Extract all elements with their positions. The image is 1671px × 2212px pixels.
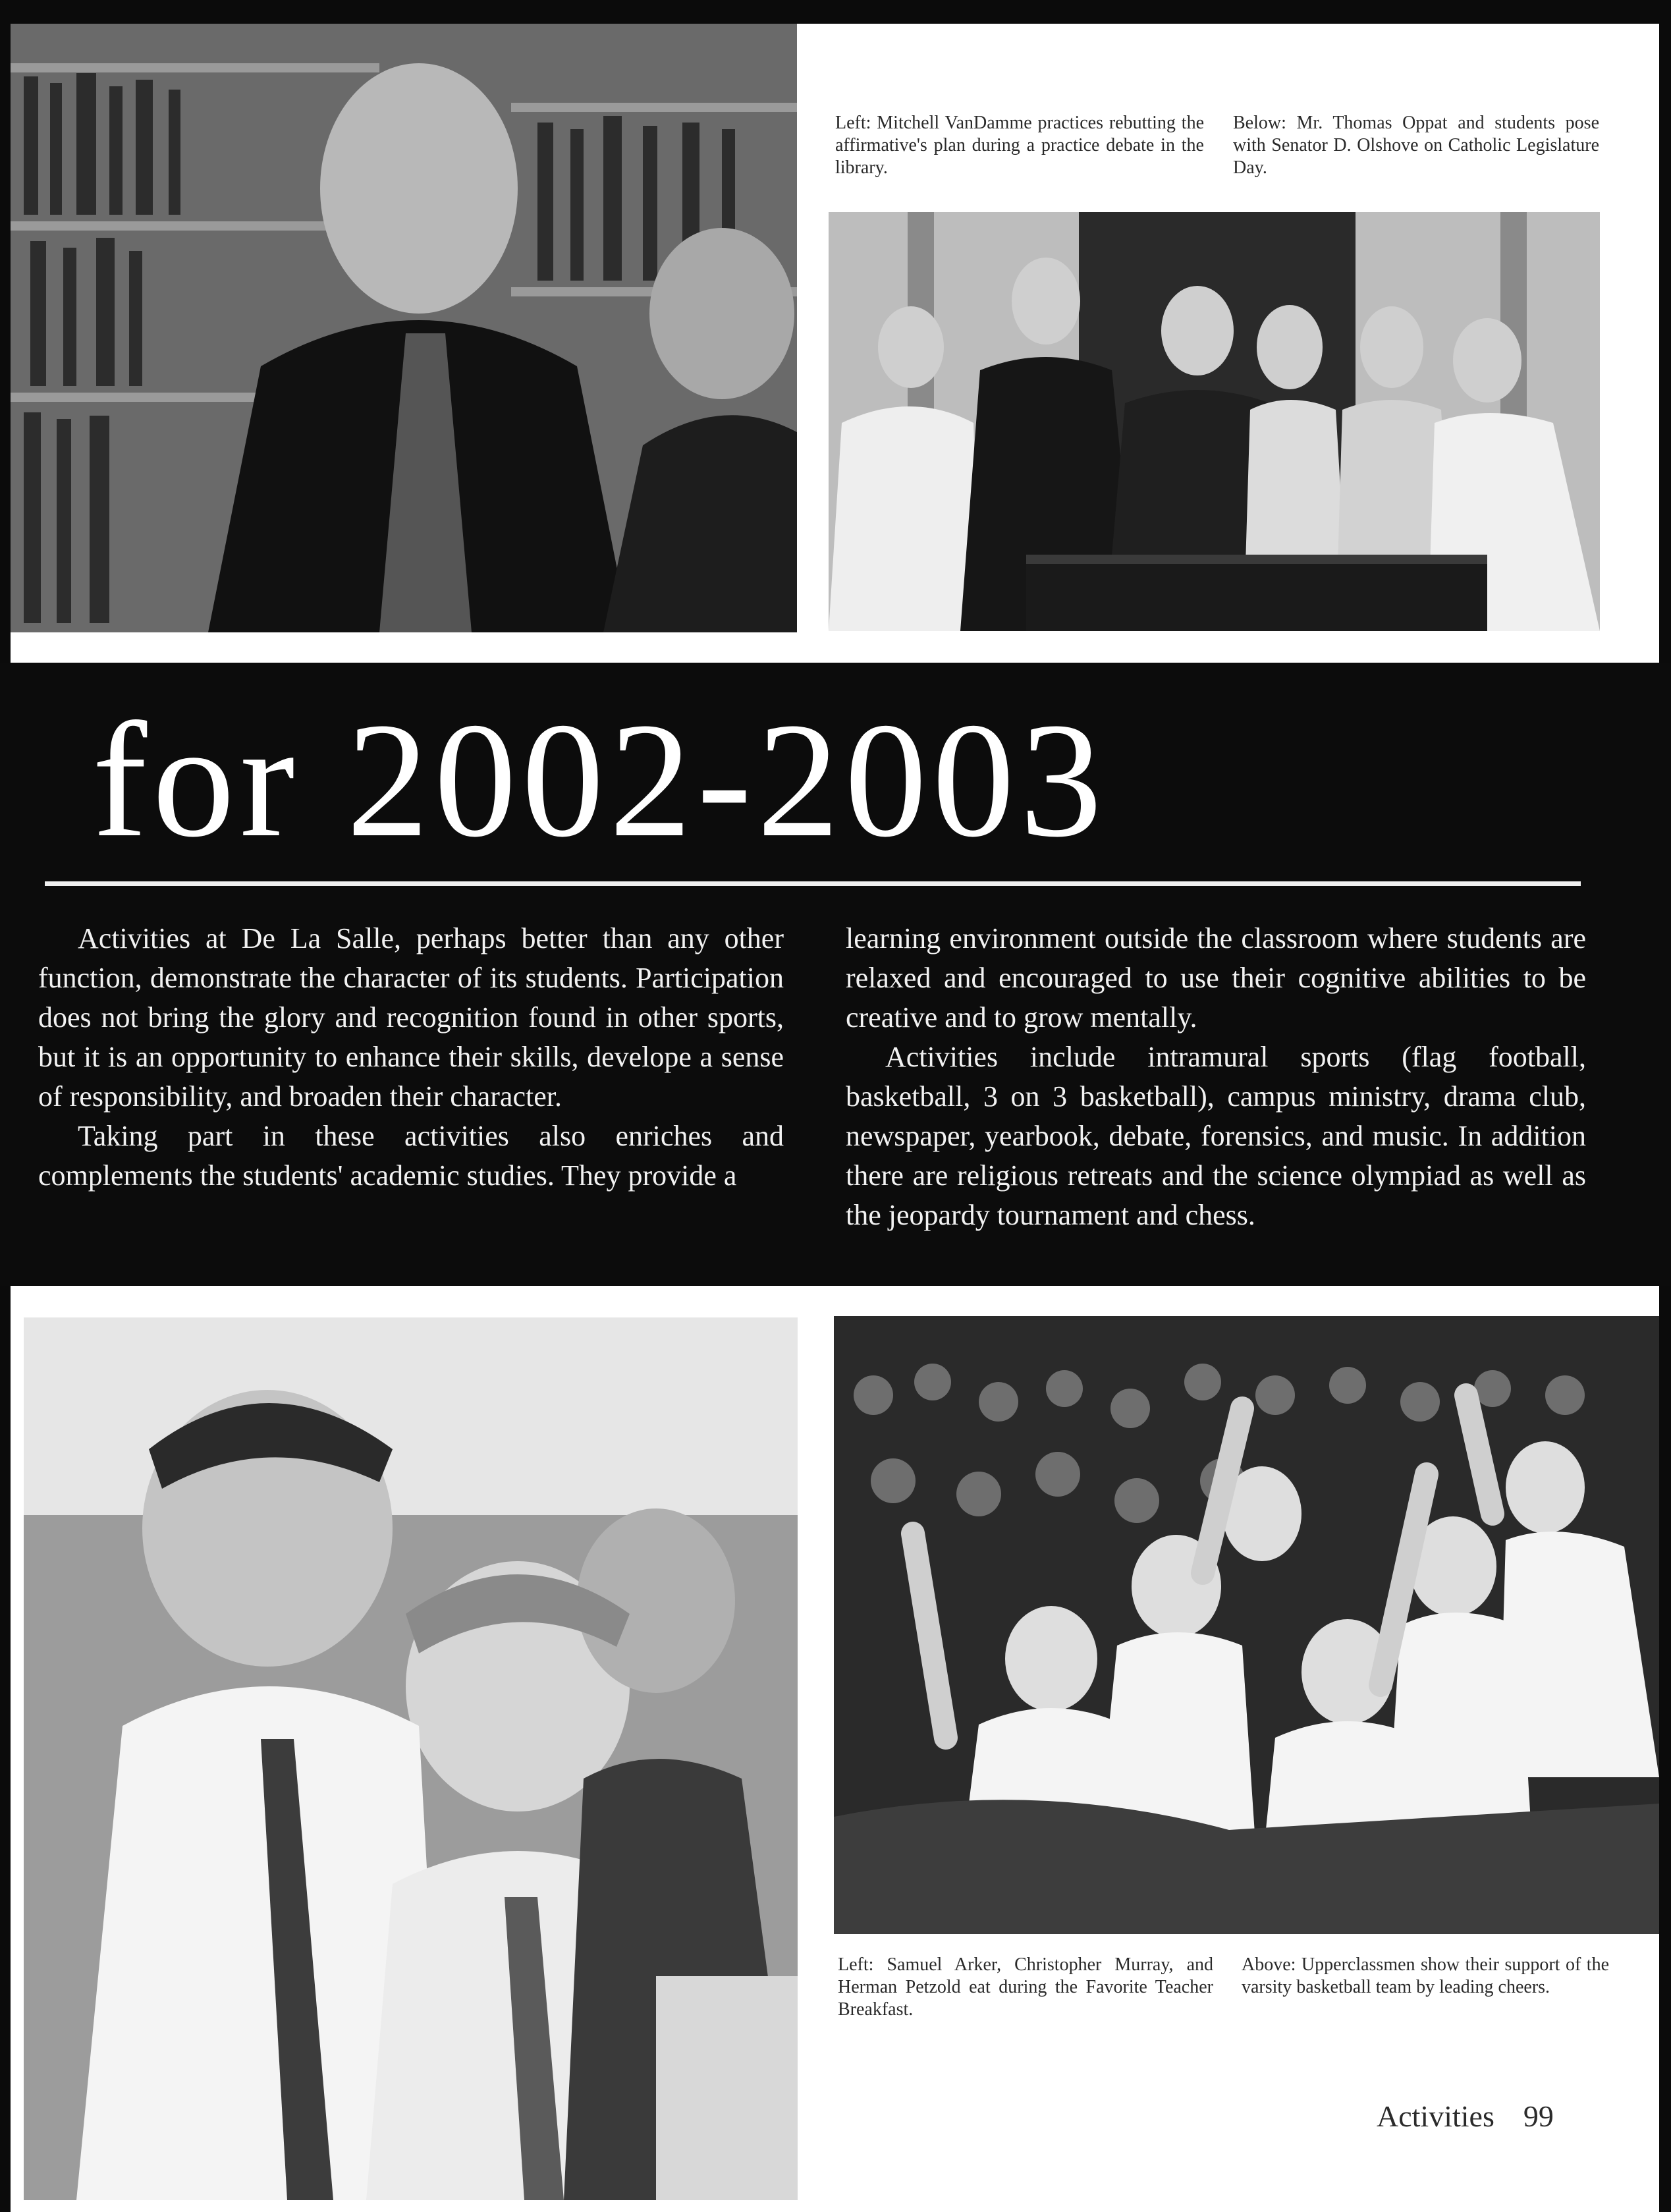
body-paragraph: Activities include intramural sports (flag football, basketball, 3 on 3 basketball), campus ministry, drama club, newspaper, yearbook, debate, forensics, and music. In addition there are religious retreats and the science olympiad as well as the jeopardy tournament and chess. bbox=[846, 1041, 1586, 1231]
photo-basketball-cheers bbox=[834, 1316, 1659, 1934]
page-folio bbox=[1377, 2099, 1554, 2134]
body-paragraph: Taking part in these activities also enriches and complements the students' academic studies. They provide a bbox=[38, 1120, 784, 1192]
folio-section-label: Activities bbox=[1377, 2099, 1494, 2133]
photo-catholic-legislature-day bbox=[829, 212, 1600, 631]
photo-debate-practice-image bbox=[11, 24, 797, 632]
body-text-left-column bbox=[38, 919, 784, 1196]
title-divider-rule bbox=[45, 881, 1581, 886]
photo-favorite-teacher-breakfast-image bbox=[24, 1317, 798, 2200]
body-paragraph: Activities at De La Salle, perhaps better than any other function, demonstrate the character of its students. Participation does not bring the glory and recognition found in other sports, but it is an opportunity to enhance their skills, develope a sense of responsibility, and broaden their character. bbox=[38, 922, 784, 1113]
body-paragraph-continued: learning environment outside the classroom where students are relaxed and encouraged to use their cognitive abilities to be creative and to grow mentally. bbox=[846, 922, 1586, 1034]
scan-edge-top bbox=[0, 0, 1671, 24]
photo-debate-practice bbox=[11, 24, 797, 632]
photo-catholic-legislature-day-image bbox=[829, 212, 1600, 631]
page-title: for 2002-2003 bbox=[92, 689, 1108, 871]
caption-cheers-photo: Above: Upperclassmen show their support of the varsity basketball team by leading cheers. bbox=[1242, 1954, 1609, 1997]
photo-basketball-cheers-image bbox=[834, 1316, 1659, 1934]
body-text-right-column bbox=[846, 919, 1586, 1235]
caption-senator-photo: Below: Mr. Thomas Oppat and students pose with Senator D. Olshove on Catholic Legislature Day. bbox=[1233, 113, 1599, 178]
caption-breakfast-photo: Left: Samuel Arker, Christopher Murray, and Herman Petzold eat during the Favorite Teacher Breakfast. bbox=[838, 1954, 1213, 2020]
page-number: 99 bbox=[1523, 2099, 1554, 2133]
caption-debate-photo: Left: Mitchell VanDamme practices rebutting the affirmative's plan during a practice debate in the library. bbox=[835, 113, 1204, 178]
photo-favorite-teacher-breakfast bbox=[24, 1317, 798, 2200]
